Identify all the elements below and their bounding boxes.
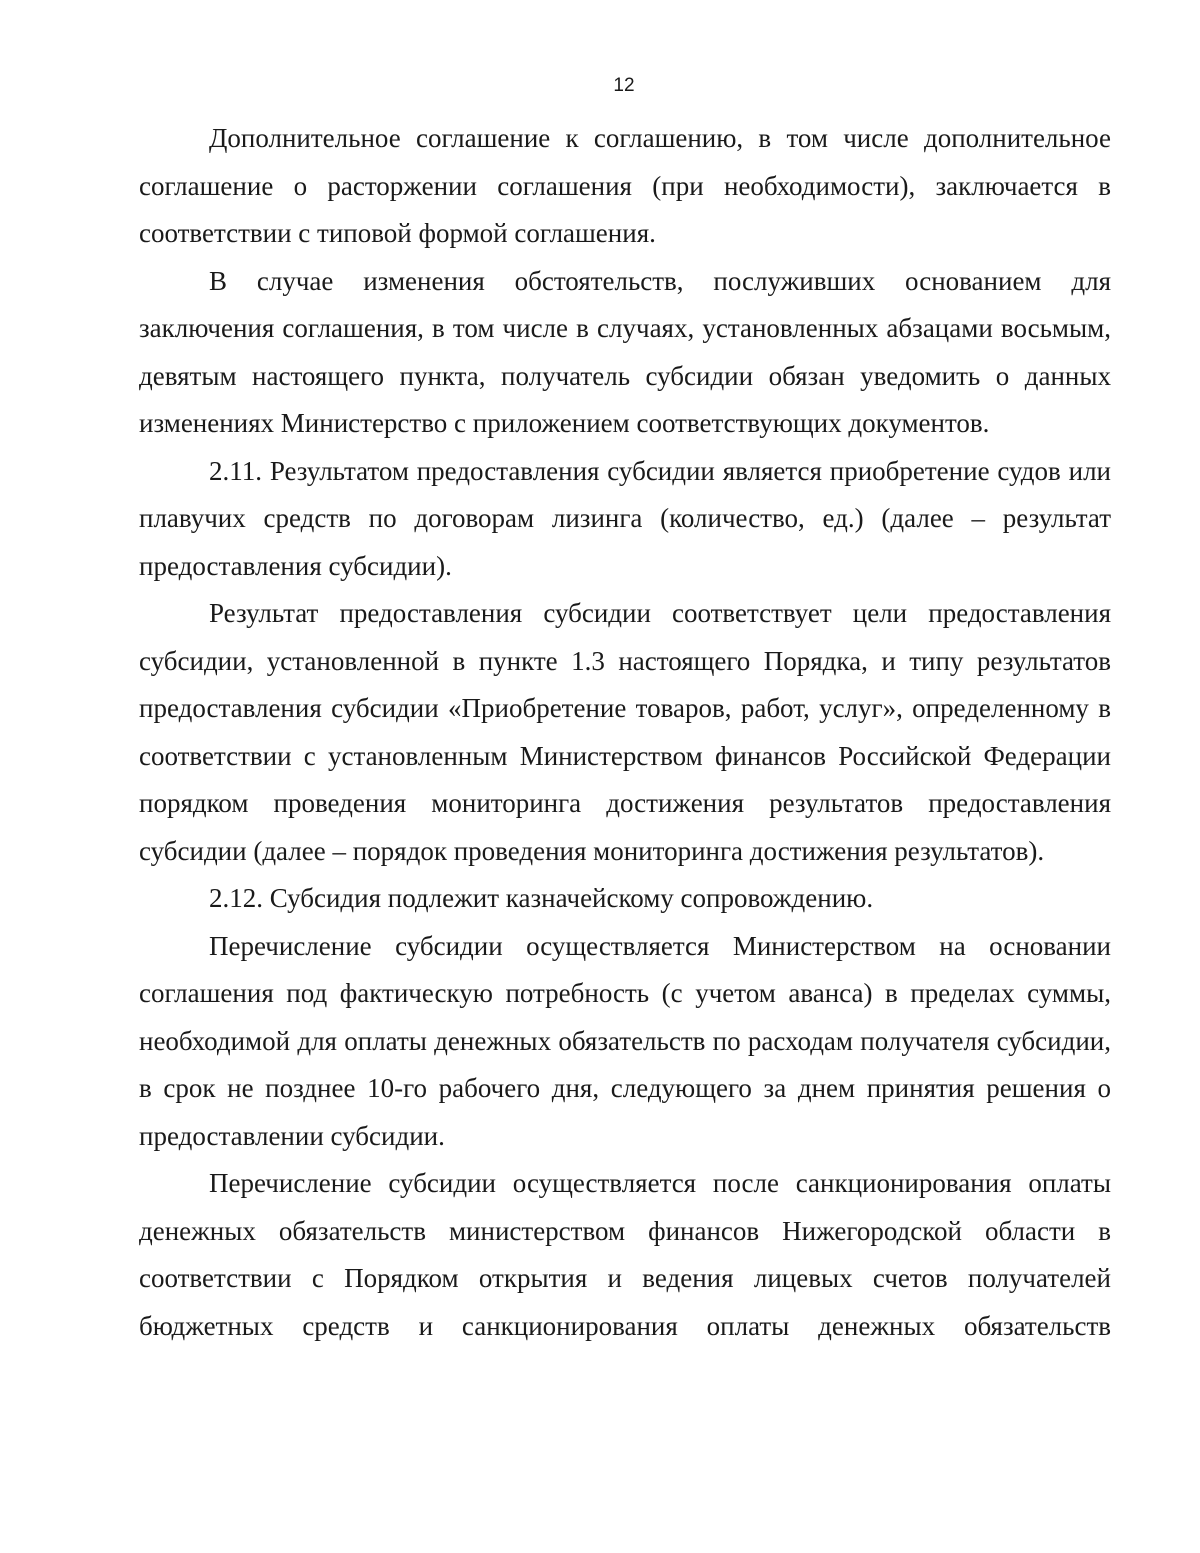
paragraph-transfer-after-authorization: Перечисление субсидии осуществляется после санкционирования оплаты денежных обязательств министерством финансов Нижегородской области в соответствии с Порядком открытия и ведения лицевых счетов получателей бюджетных средств и санкционирования оплаты денежных обязательств [139, 1168, 1111, 1341]
document-body [139, 115, 1111, 1350]
paragraph-result-correspondence: Результат предоставления субсидии соответствует цели предоставления субсидии, установленной в пункте 1.3 настоящего Порядка, и типу результатов предоставления субсидии «Приобретение товаров, работ, услуг», определенному в соответствии с установленным Министерством финансов Российской Федерации порядком проведения мониторинга достижения результатов предоставления субсидии (далее – порядок проведения мониторинга достижения результатов). [139, 598, 1111, 866]
paragraph-2-12-treasury-support: 2.12. Субсидия подлежит казначейскому сопровождению. [209, 883, 874, 913]
paragraph-2-11-result: 2.11. Результатом предоставления субсидии является приобретение судов или плавучих средств по договорам лизинга (количество, ед.) (далее – результат предоставления субсидии). [139, 455, 1111, 581]
page-number: 12 [613, 75, 635, 96]
paragraph-additional-agreement: Дополнительное соглашение к соглашению, в том числе дополнительное соглашение о расторжении соглашения (при необходимости), заключается в соответствии с типовой формой соглашения. [139, 123, 1111, 248]
paragraph-transfer-by-ministry: Перечисление субсидии осуществляется Министерством на основании соглашения под фактическую потребность (с учетом аванса) в пределах суммы, необходимой для оплаты денежных обязательств по расходам получателя субсидии, в срок не позднее 10-го рабочего дня, следующего за днем принятия решения о предоставлении субсидии. [139, 930, 1111, 1151]
paragraph-change-of-circumstances: В случае изменения обстоятельств, послуживших основанием для заключения соглашения, в том числе в случаях, установленных абзацами восьмым, девятым настоящего пункта, получатель субсидии обязан уведомить о данных изменениях Министерство с приложением соответствующих документов. [139, 265, 1111, 438]
